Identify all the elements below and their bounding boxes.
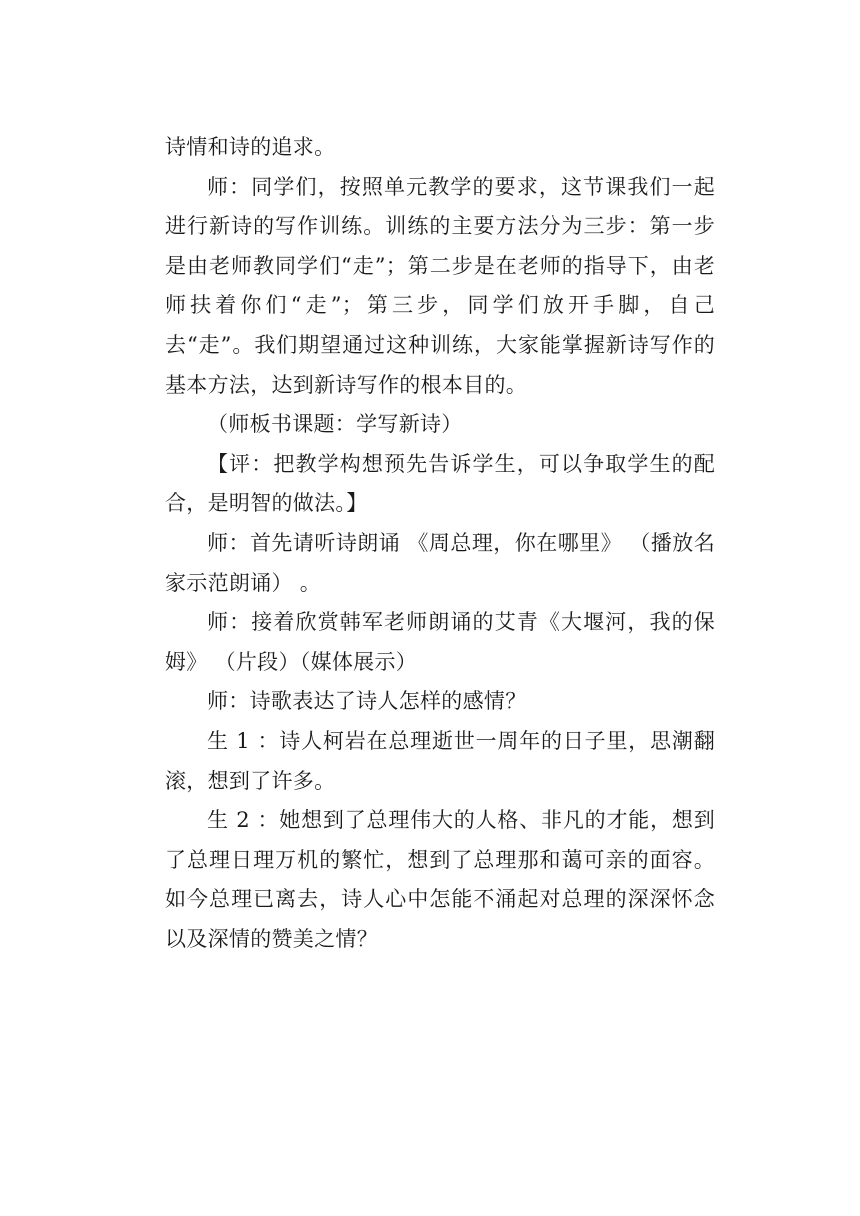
- paragraph-comment: 【评：把教学构想预先告诉学生，可以争取学生的配合，是明智的做法。】: [165, 451, 715, 516]
- document-body: [165, 128, 715, 959]
- paragraph-teacher-recital: 师：首先请听诗朗诵 《周总理，你在哪里》 （播放名家示范朗诵） 。: [165, 530, 715, 595]
- paragraph-student-1: 生 1 ：诗人柯岩在总理逝世一周年的日子里，思潮翻滚，想到了许多。: [165, 728, 715, 793]
- paragraph-student-2: 生 2 ：她想到了总理伟大的人格、非凡的才能，想到了总理日理万机的繁忙，想到了总理那和蔼可亲的面容。如今总理已离去，诗人心中怎能不涌起对总理的深深怀念以及深情的赞美之情？: [165, 808, 715, 951]
- paragraph-board-title: （师板书课题：学写新诗）: [207, 412, 463, 437]
- paragraph-teacher-question: 师：诗歌表达了诗人怎样的感情？: [207, 689, 527, 714]
- paragraph-teacher-appreciation: 师：接着欣赏韩军老师朗诵的艾青《大堰河，我的保姆》 （片段）（媒体展示）: [165, 610, 715, 674]
- paragraph-teacher-intro: 师：同学们，按照单元教学的要求，这节课我们一起进行新诗的写作训练。训练的主要方法分为三步：第一步是由老师教同学们“走”；第二步是在老师的指导下，由老师扶着你们“走”；第三步，同学们放开手脚，自己去“走”。我们期望通过这种训练，大家能掌握新诗写作的基本方法，达到新诗写作的根本目的。: [165, 174, 715, 397]
- paragraph-continuation: 诗情和诗的追求。: [165, 135, 336, 159]
